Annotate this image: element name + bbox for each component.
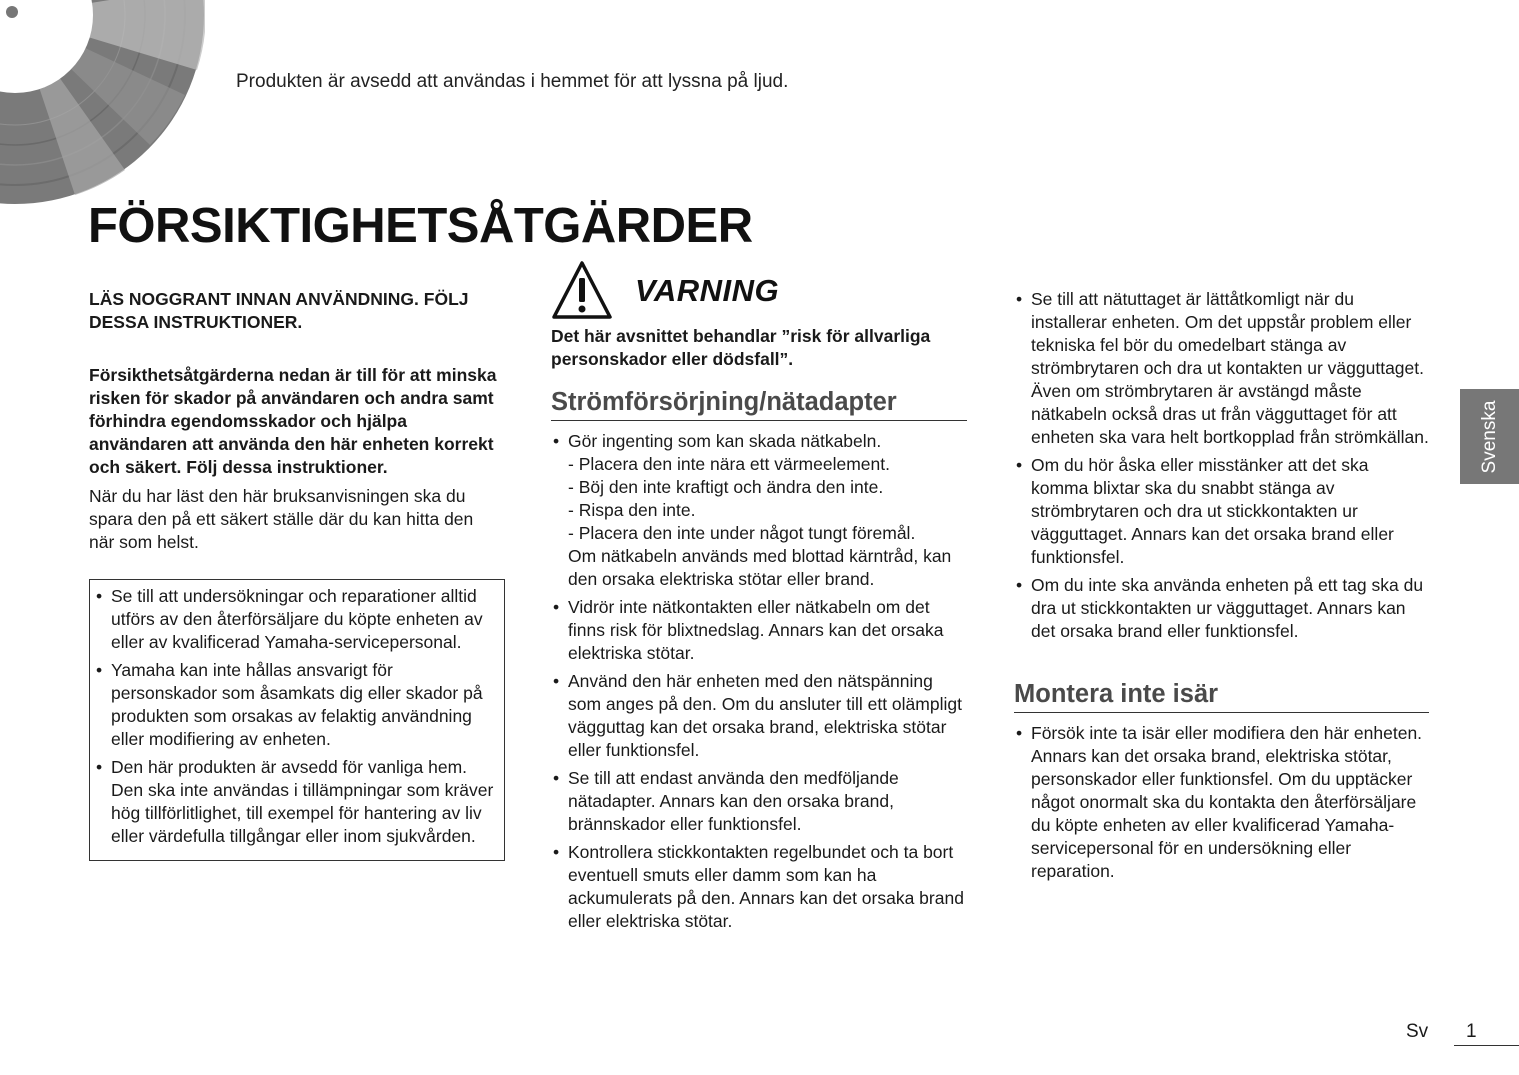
language-tab — [1460, 389, 1519, 484]
footer-rule — [1454, 1045, 1519, 1046]
list-item: • Se till att nätuttaget är lättåtkomligt när du installerar enheten. Om det uppstår problem eller tekniska fel bör du omedelbart stänga av strömbrytaren och dra ut kontakten ur vägguttaget. Även om strömbrytaren är avstängd måste nätkabeln också dras ut från vägguttaget för att enheten ska vara helt bortkopplad från strömkällan. — [1014, 288, 1429, 449]
notice-list — [94, 585, 498, 848]
warning-header — [551, 258, 967, 322]
list-item-text: • Gör ingenting som kan skada nätkabeln. — [568, 431, 882, 451]
warning-triangle-icon — [551, 260, 613, 320]
list-item: • Om du hör åska eller misstänker att det ska komma blixtar ska du snabbt stänga av strömbrytaren och dra ut stickkontakten ur vägguttaget. Annars kan det orsaka brand eller funktionsfel. — [1014, 454, 1429, 569]
section-title-disassembly: Montera inte isär — [1014, 683, 1429, 713]
column-right — [1014, 288, 1429, 888]
warning-description: Det här avsnittet behandlar ”risk för allvarliga personskador eller dödsfall”. — [551, 326, 931, 369]
column-middle — [551, 258, 967, 938]
list-item: • Se till att endast använda den medföljande nätadapter. Annars kan den orsaka brand, brännskador eller funktionsfel. — [551, 767, 967, 836]
list-item: • Vidrör inte nätkontakten eller nätkabeln om det finns risk för blixtnedslag. Annars kan det orsaka elektriska stötar. — [551, 596, 967, 665]
sub-item: - Rispa den inte. — [568, 500, 696, 520]
intro-text: Produkten är avsedd att användas i hemmet för att lyssna på ljud. — [236, 71, 789, 92]
list-item: • Använd den här enheten med den nätspänning som anges på den. Om du ansluter till ett olämpligt vägguttag kan det orsaka brand, elektriska stötar eller funktionsfel. — [551, 670, 967, 762]
list-item: • Den här produkten är avsedd för vanliga hem. Den ska inte användas i tillämpningar som kräver hög tillförlitlighet, till exempel för hantering av liv eller värdefulla tillgångar eller inom sjukvården. — [94, 756, 498, 848]
list-item — [551, 430, 967, 591]
sub-item: - Placera den inte under något tungt föremål. — [568, 523, 916, 543]
list-item: • Se till att undersökningar och reparationer alltid utförs av den återförsäljare du köpte enheten av eller av kvalificerad Yamaha-servicepersonal. — [94, 585, 498, 654]
list-item: • Försök inte ta isär eller modifiera den här enheten. Annars kan det orsaka brand, elektriska stötar, personskador eller funktionsfel. Om du upptäcker något onormalt ska du kontakta den återförsäljare du köpte enheten av eller kvalificerad Yamaha-servicepersonal för en undersökning eller reparation. — [1014, 722, 1429, 883]
notice-box — [89, 579, 505, 861]
page-number: 1 — [1466, 1021, 1477, 1042]
list-item: • Om du inte ska använda enheten på ett tag ska du dra ut stickkontakten ur vägguttaget. Annars kan det orsaka brand eller funktionsfel. — [1014, 574, 1429, 643]
power-list-continued — [1014, 288, 1429, 643]
power-list — [551, 430, 967, 933]
sub-item: - Böj den inte kraftigt och ändra den inte. — [568, 477, 884, 497]
list-item: • Yamaha kan inte hållas ansvarigt för personskador som åsamkats dig eller skador på produkten som orsakas av felaktig användning eller modifiering av enheten. — [94, 659, 498, 751]
disc-graphic — [0, 0, 205, 205]
precautions-intro: Försikthetsåtgärderna nedan är till för att minska risken för skador på användaren och andra samt förhindra egendomsskador och hjälpa användaren att använda den här enheten korrekt och säkert. Följ dessa instruktioner. — [89, 365, 497, 477]
footer-language: Sv — [1406, 1021, 1429, 1042]
warning-label: VARNING — [635, 272, 780, 308]
list-item-tail: Om nätkabeln används med blottad kärntråd, kan den orsaka elektriska stötar eller brand. — [568, 546, 952, 589]
keep-manual-text: När du har läst den här bruksanvisningen ska du spara den på ett säkert ställe där du kan hitta den när som helst. — [89, 486, 474, 552]
sub-item: - Placera den inte nära ett värmeelement. — [568, 454, 890, 474]
language-tab-label: Svenska — [1478, 400, 1500, 473]
column-left — [89, 288, 501, 861]
list-item: • Kontrollera stickkontakten regelbundet och ta bort eventuell smuts eller damm som kan ha ackumulerats på den. Annars kan det orsaka brand eller elektriska stötar. — [551, 841, 967, 933]
page-title: FÖRSIKTIGHETSÅTGÄRDER — [88, 199, 753, 253]
disassembly-list — [1014, 722, 1429, 883]
section-title-power: Strömförsörjning/nätadapter — [551, 391, 967, 421]
read-carefully-heading: LÄS NOGGRANT INNAN ANVÄNDNING. FÖLJ DESSA INSTRUKTIONER. — [89, 289, 469, 332]
